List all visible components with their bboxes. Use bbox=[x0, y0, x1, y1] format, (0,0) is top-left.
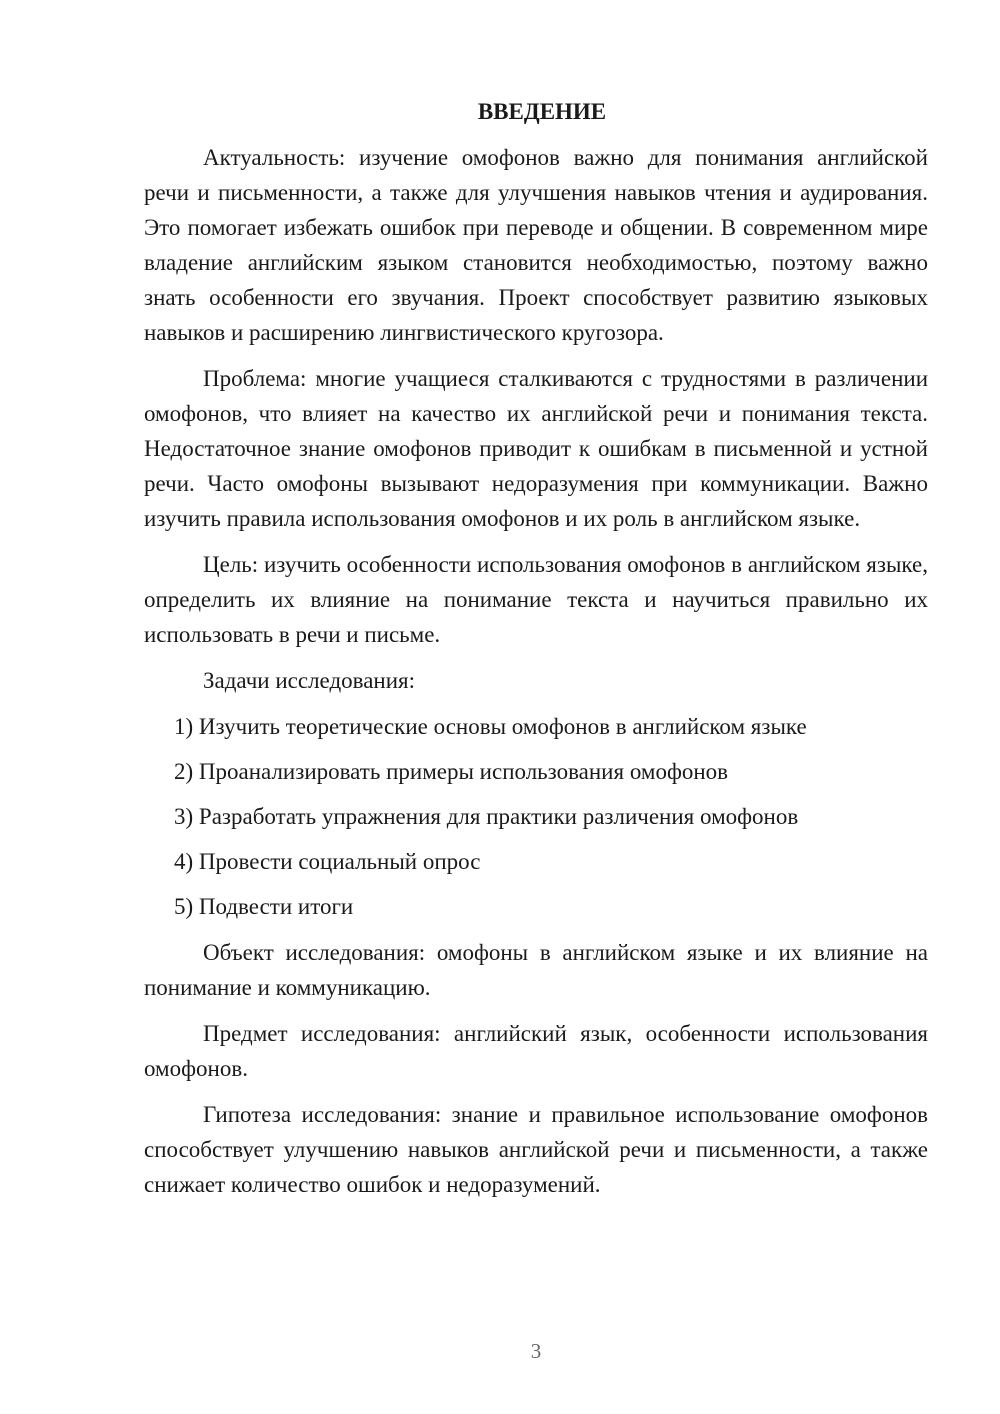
problem-paragraph: Проблема: многие учащиеся сталкиваются с трудностями в различении омофонов, что влияет на качество их английской речи и понимания текста. Недостаточное знание омофонов приводит к ошибкам в письменной и устной речи. Часто омофоны вызывают недоразумения при коммуникации. Важно изучить правила использования омофонов и их роль в английском языке. bbox=[144, 366, 928, 531]
hypothesis-paragraph: Гипотеза исследования: знание и правильное использование омофонов способствует улучшению навыков английской речи и письменности, а также снижает количество ошибок и недоразумений. bbox=[144, 1102, 928, 1197]
section-heading: ВВЕДЕНИЕ bbox=[477, 99, 607, 124]
relevance-paragraph: Актуальность: изучение омофонов важно для понимания английской речи и письменности, а также для улучшения навыков чтения и аудирования. Это помогает избежать ошибок при переводе и общении. В современном мире владение английским языком становится необходимостью, поэтому важно знать особенности его звучания. Проект способствует развитию языковых навыков и расширению лингвистического кругозора. bbox=[144, 145, 928, 345]
task-item: 3) Разработать упражнения для практики различения омофонов bbox=[174, 804, 799, 829]
goal-paragraph: Цель: изучить особенности использования омофонов в английском языке, определить их влияние на понимание текста и научиться правильно их использовать в речи и письме. bbox=[144, 552, 928, 647]
tasks-list bbox=[144, 709, 928, 924]
document-body bbox=[144, 94, 928, 1202]
task-item: 5) Подвести итоги bbox=[174, 894, 354, 919]
subject-paragraph: Предмет исследования: английский язык, особенности использования омофонов. bbox=[144, 1021, 928, 1081]
object-paragraph: Объект исследования: омофоны в английском языке и их влияние на понимание и коммуникацию. bbox=[144, 940, 928, 1000]
task-item: 2) Проанализировать примеры использования омофонов bbox=[174, 759, 729, 784]
task-item: 1) Изучить теоретические основы омофонов в английском языке bbox=[174, 714, 807, 739]
tasks-label: Задачи исследования: bbox=[203, 668, 416, 693]
page-number: 3 bbox=[530, 1339, 542, 1363]
task-item: 4) Провести социальный опрос bbox=[174, 849, 481, 874]
